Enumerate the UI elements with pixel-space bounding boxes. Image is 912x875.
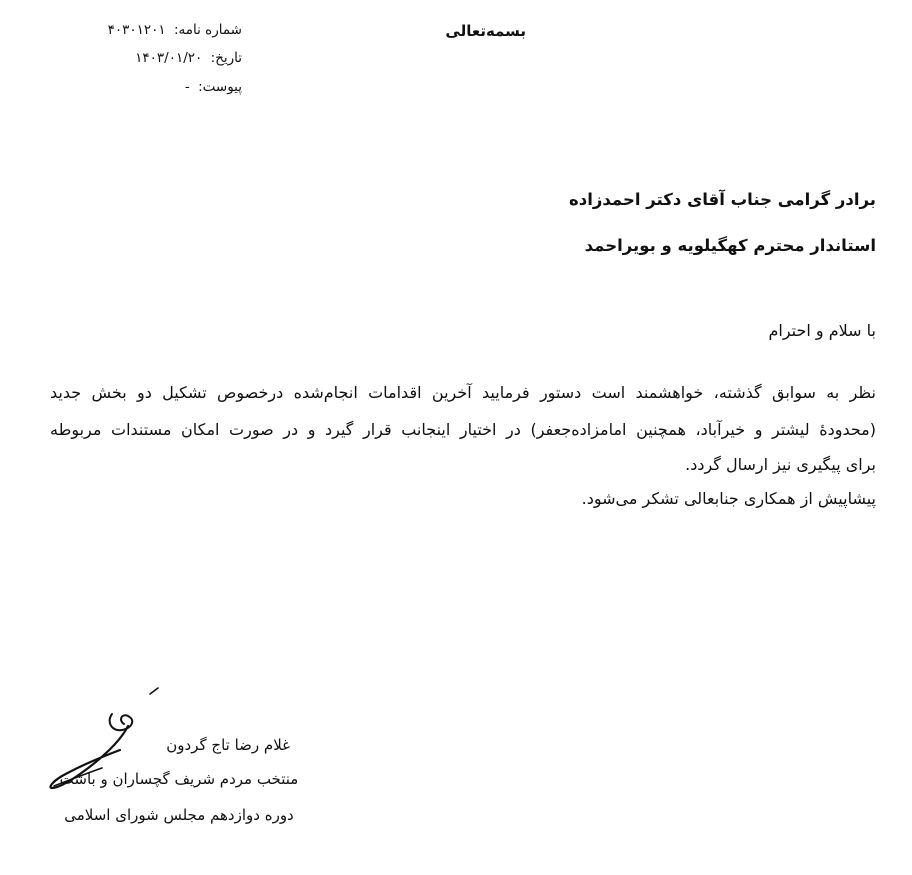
attachment-label: پیوست: xyxy=(198,79,242,95)
signatory-title: منتخب مردم شریف گچساران و باشت xyxy=(59,770,299,788)
attachment-value: - xyxy=(184,79,190,95)
signatory-name: غلام رضا تاج گردون xyxy=(166,736,290,754)
addressee-line-2: استاندار محترم کهگیلویه و بویراحمد xyxy=(584,236,876,255)
addressee-line-1: برادر گرامی جناب آقای دکتر احمدزاده xyxy=(569,190,876,209)
greeting: با سلام و احترام xyxy=(768,321,876,340)
letter-number-label: شماره نامه: xyxy=(173,22,242,38)
signatory-term: دوره دوازدهم مجلس شورای اسلامی xyxy=(64,806,294,824)
letter-number-value: ۴۰۳۰۱۲۰۱ xyxy=(107,22,166,38)
date-value: ۱۴۰۳/۰۱/۲۰ xyxy=(135,50,203,66)
letter-attachment xyxy=(60,79,242,95)
body-line-3: برای پیگیری نیز ارسال گردد. xyxy=(685,455,876,474)
body-line-2: (محدودهٔ لیشتر و خیرآباد، همچنین امامزاده‌جعفر) در اختیار اینجانب قرار گیرد و در صورت امکان مستندات مربوطه xyxy=(50,420,876,439)
body-line-1: نظر به سوابق گذشته، خواهشمند است دستور فرمایید آخرین اقدامات انجام‌شده درخصوص تشکیل دو بخش جدید xyxy=(50,383,876,402)
letter-number xyxy=(60,22,242,38)
date-label: تاریخ: xyxy=(210,50,242,66)
body-line-4: پیشاپیش از همکاری جنابعالی تشکر می‌شود. xyxy=(581,489,876,508)
bismillah-heading: بسمه‌تعالی xyxy=(445,22,526,40)
letter-date xyxy=(60,50,242,66)
